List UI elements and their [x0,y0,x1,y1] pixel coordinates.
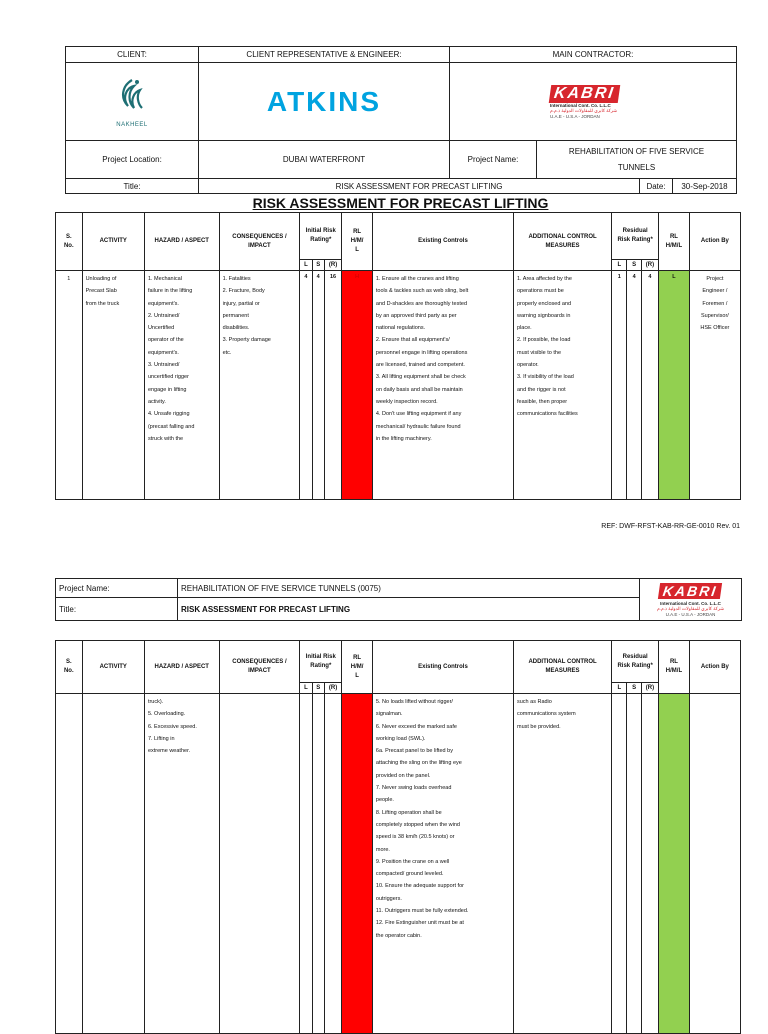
page2-header-table [55,578,742,621]
row1-sno: 1 [56,271,83,500]
project-location-value: DUBAI WATERFRONT [199,141,450,179]
page1-header-table [65,46,737,194]
col-initial-r: (R) [324,260,341,271]
p2-col-additional-control: ADDITIONAL CONTROL MEASURES [513,641,611,694]
project-name-value [537,141,737,179]
col-initial-l: L [300,260,312,271]
page2-kabri-logo-cell [640,579,742,621]
p2-row-consequences [219,694,300,1034]
title-label: Title: [66,179,199,194]
date-value: 30-Sep-2018 [673,179,737,194]
p2-row-residual-r [641,694,658,1034]
col-residual-risk: Residual Risk Rating* [612,213,659,260]
page2-project-name-value: REHABILITATION OF FIVE SERVICE TUNNELS (0075) [178,579,640,598]
nakheel-logo-cell [66,63,199,141]
kabri-locations: U.A.E - U.S.A - JORDAN [550,113,600,119]
title-value: RISK ASSESSMENT FOR PRECAST LIFTING [199,179,640,194]
p2-col-initial-r: (R) [324,683,341,694]
table-row [56,271,741,500]
date-label: Date: [640,179,673,194]
kabri-arabic: شركة كابري للمقاولات الدولية ذ.م.م [550,107,618,113]
col-action-by: Action By [689,213,740,271]
row1-residual-l: 1 [612,271,627,500]
row1-residual-r: 4 [641,271,658,500]
row1-initial-l: 4 [300,271,312,500]
page2-kabri-arabic: شركة كابري للمقاولات الدولية ذ.م.م [656,605,725,611]
row1-initial-r: 16 [324,271,341,500]
p2-col-initial-s: S [312,683,324,694]
project-name-line1: REHABILITATION OF FIVE SERVICE [568,146,705,156]
p2-col-consequences: CONSEQUENCES / IMPACT [219,641,300,694]
col-consequences: CONSEQUENCES / IMPACT [219,213,300,271]
p2-col-residual-l: L [612,683,627,694]
page2-title-label: Title: [56,598,178,621]
col-existing-controls: Existing Controls [372,213,513,271]
row1-existing-controls: 1. Ensure all the cranes and lifting tools & tackles such as web sling, belt and D-shackles are thoroughly tested by an approved third party as per national regulations. 2. Ensure that all equipment's/ personnel engage in lifting operations are licensed, trained and competent. 3. All lifting equipment shall be check on daily basis and shall be maintain weekly inspection record. 4. Don't use lifting equipment if any mechanical/ hydraulic failure found in the lifting machinery. [372,271,513,500]
kabri-logo-cell [450,63,737,141]
page2-kabri-subtitle: International Cont. Co. L.L.C [660,600,721,606]
reference-number: REF: DWF-RFST-KAB-RR-GE-0010 Rev. 01 [601,523,740,530]
row1-activity: Unloading of Precast Slab from the truck [82,271,144,500]
p2-row-sno [56,694,83,1034]
p2-row-residual-l [612,694,627,1034]
p2-col-existing-controls: Existing Controls [372,641,513,694]
risk-table-page2 [55,640,741,1034]
p2-row-action-by [689,694,740,1034]
risk-table-page1 [55,212,741,500]
p2-col-activity: ACTIVITY [82,641,144,694]
kabri-subtitle: International Cont. Co. L.L.C [550,102,611,108]
p2-col-residual-r: (R) [641,683,658,694]
p2-row-existing-controls: 5. No loads lifted without rigger/ signalman. 6. Never exceed the marked safe working load (SWL). 6a. Precast panel to be lifted by attaching the sling on the lifting eye provided on the panel. 7. Never swing loads overhead people. 8. Lifting operation shall be completely stopped when the wind speed is 38 km/h (20.5 knots) or more. 9. Position the crane on a well compacted/ ground leveled. 10. Ensure the adequate support for outriggers. 11. Outriggers must be fully extended. 12. Fire Extinguisher unit must be at the operator cabin. [372,694,513,1034]
project-location-label: Project Location: [66,141,199,179]
p2-row-rl-high [342,694,373,1034]
p2-row-activity [82,694,144,1034]
page2-kabri-locations: U.A.E - U.S.A - JORDAN [665,611,716,617]
table-row [56,694,741,1034]
p2-col-hazard: HAZARD / ASPECT [144,641,219,694]
nakheel-logo-icon [112,76,152,116]
p2-col-sno: S. No. [56,641,83,694]
p2-row-additional-control: such as Radio communications system must be provided. [513,694,611,1034]
project-name-label: Project Name: [450,141,537,179]
col-sno: S. No. [56,213,83,271]
row1-hazard: 1. Mechanical failure in the lifting equipment's. 2. Untrained/ Uncertified operator of the equipment's. 3. Untrained/ uncertified rigger engage in lifting activity. 4. Unsafe rigging (precast falling and struck with the [144,271,219,500]
p2-col-rl: RL H/M/ L [342,641,373,694]
col-residual-r: (R) [641,260,658,271]
col-initial-s: S [312,260,324,271]
row1-additional-control: 1. Area affected by the operations must be properly enclosed and warning signboards in place. 2. If possible, the load must visible to the operator. 3. If visibility of the load and the rigger is not feasible, then proper communications facilities [513,271,611,500]
col-additional-control: ADDITIONAL CONTROL MEASURES [513,213,611,271]
row1-initial-s: 4 [312,271,324,500]
row1-residual-s: 4 [627,271,641,500]
p2-col-action-by: Action By [689,641,740,694]
p2-row-initial-s [312,694,324,1034]
p2-col-initial-risk: Initial Risk Rating* [300,641,342,683]
main-title: RISK ASSESSMENT FOR PRECAST LIFTING [252,195,549,211]
row1-consequences: 1. Fatalities 2. Fracture, Body injury, partial or permanent disabilities. 3. Property damage etc. [219,271,300,500]
col-residual-s: S [627,260,641,271]
p2-col-residual-s: S [627,683,641,694]
row1-rl-low: L [659,271,690,500]
page2-project-name-label: Project Name: [56,579,178,598]
p2-row-residual-s [627,694,641,1034]
kabri-logo: KABRI [549,85,620,103]
p2-col-residual-risk: Residual Risk Rating* [612,641,659,683]
p2-row-initial-r [324,694,341,1034]
p2-col-initial-l: L [300,683,312,694]
p2-row-hazard: truck). 5. Overloading. 6. Excessive speed. 7. Lifting in extreme weather. [144,694,219,1034]
col-activity: ACTIVITY [82,213,144,271]
col-residual-l: L [612,260,627,271]
client-rep-label: CLIENT REPRESENTATIVE & ENGINEER: [199,47,450,63]
page2-title-value: RISK ASSESSMENT FOR PRECAST LIFTING [178,598,640,621]
col-hazard: HAZARD / ASPECT [144,213,219,271]
col-rl: RL H/M/ L [342,213,373,271]
atkins-logo: ATKINS [266,85,382,117]
col-rl2: RL H/M/L [659,213,690,271]
row1-rl-high: H [342,271,373,500]
atkins-logo-cell [199,63,450,141]
page2-kabri-logo: KABRI [658,583,723,599]
main-contractor-label: MAIN CONTRACTOR: [450,47,737,63]
p2-row-initial-l [300,694,312,1034]
project-name-line2: TUNNELS [617,162,656,172]
col-initial-risk: Initial Risk Rating* [300,213,342,260]
p2-col-rl2: RL H/M/L [659,641,690,694]
client-label: CLIENT: [66,47,199,63]
nakheel-text: NAKHEEL [116,121,148,128]
row1-action-by: Project Engineer / Foremen / Supervisor/ HSE Officer [689,271,740,500]
p2-row-rl-low [659,694,690,1034]
